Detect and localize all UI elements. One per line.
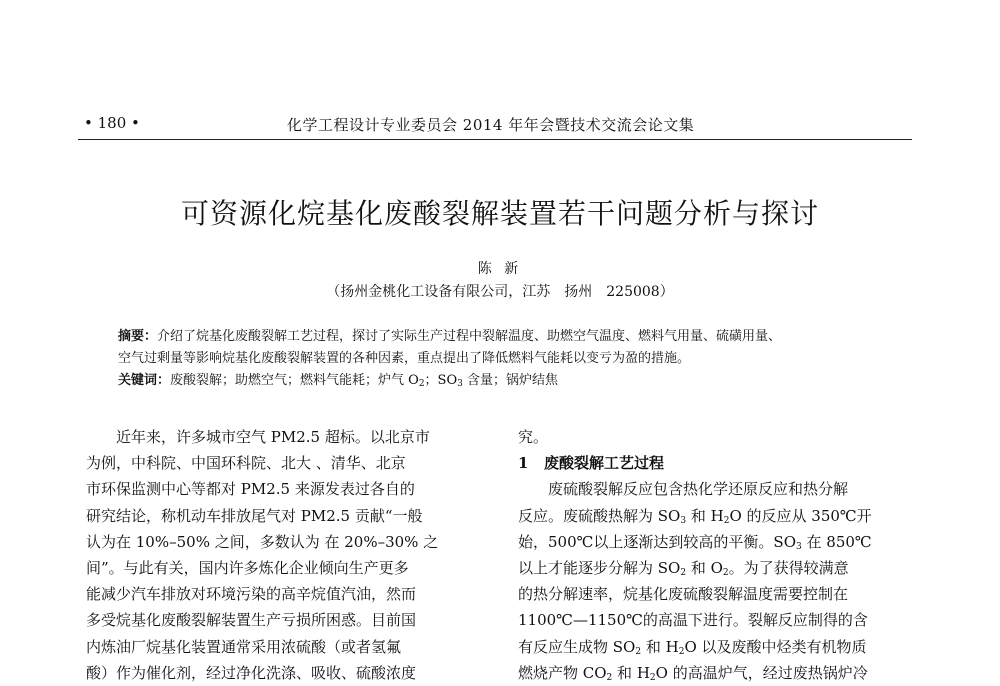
sub-2: 2	[722, 568, 729, 579]
right-line-5	[518, 529, 914, 555]
sub-3: 3	[680, 515, 687, 526]
header-rule	[78, 139, 912, 140]
sub-2: 2	[649, 672, 656, 683]
left-line-7: 能减少汽车排放对环境污染的高辛烷值汽油，然而	[86, 585, 417, 604]
left-line-9: 内炼油厂烷基化装置通常采用浓硫酸（或者氢氟	[86, 637, 402, 656]
keywords-text-3: 含量；锅炉结焦	[462, 373, 558, 388]
left-line-6: 间”。与此有关，国内许多炼化企业倾向生产更多	[86, 559, 409, 578]
left-line-10: 酸）作为催化剂，经过净化洗涤、吸收、硫酸浓度	[86, 663, 417, 682]
sub-2: 2	[606, 672, 613, 683]
sub-2: 2	[680, 568, 687, 579]
body-right-column	[518, 424, 914, 686]
right-line-4-c: O 的反应从 350℃开	[729, 506, 872, 525]
left-line-4: 研究结论，称机动车排放尾气对 PM2.5 贡献“一般	[86, 506, 423, 525]
left-line-5: 认为在 10%–50% 之间，多数认为 在 20%–30% 之	[86, 532, 439, 551]
right-line-10-b: 和 H	[612, 663, 650, 682]
right-line-10	[518, 660, 914, 686]
right-line-3: 废硫酸裂解反应包含热化学还原反应和热分解	[548, 480, 849, 499]
article-author: 陈 新	[477, 261, 523, 277]
body-left-column	[86, 424, 482, 686]
right-line-10-c: O 的高温炉气，经过废热锅炉冷	[655, 663, 868, 682]
keywords-line	[118, 370, 898, 392]
keywords-label: 关键词：	[118, 373, 171, 388]
right-line-6-b: 和 O	[686, 559, 723, 578]
right-line-6-c: 。为了获得较满意	[728, 559, 849, 578]
right-line-9-b: 和 H	[641, 637, 679, 656]
abstract-text-1: 介绍了烷基化废酸裂解工艺过程，探讨了实际生产过程中裂解温度、助燃空气温度、燃料气用量、硫磺用量、	[157, 329, 782, 344]
sub-3: 3	[796, 541, 802, 552]
right-line-7: 的热分解速率，烷基化废硫酸裂解温度需要控制在	[518, 585, 849, 604]
right-line-9-a: 有反应生成物 SO	[518, 637, 636, 656]
right-line-9	[518, 634, 914, 660]
left-line-8: 多受烷基化废酸裂解装置生产亏损所困惑。目前国	[86, 611, 417, 630]
right-line-9-c: O 以及废酸中烃类有机物质	[684, 637, 867, 656]
keywords-sub-2: 2	[418, 379, 425, 389]
sub-2: 2	[678, 646, 685, 657]
abstract-label: 摘要：	[118, 329, 158, 344]
abstract-line-2: 空气过剩量等影响烷基化废酸裂解装置的各种因素，重点提出了降低燃料气能耗以变亏为盈的措施。	[118, 351, 691, 366]
sub-2: 2	[635, 646, 642, 657]
right-line-4-a: 反应。废硫酸热解为 SO	[518, 506, 681, 525]
right-line-10-a: 燃烧产物 CO	[518, 663, 607, 682]
article-title: 可资源化烷基化废酸裂解装置若干问题分析与探讨	[180, 197, 819, 230]
abstract-block	[118, 326, 898, 392]
article-affiliation: （扬州金桃化工设备有限公司，江苏 扬州 225008）	[326, 284, 674, 300]
keywords-sub-3: 3	[457, 379, 463, 389]
right-line-1: 究。	[518, 428, 549, 446]
sub-2: 2	[723, 515, 730, 526]
right-line-6	[518, 555, 914, 581]
page-header	[78, 112, 912, 138]
left-line-3: 市环保监测中心等都对 PM2.5 来源发表过各自的	[86, 480, 415, 499]
abstract-line-1	[118, 326, 898, 348]
right-line-4	[518, 503, 914, 529]
left-line-1: 近年来，许多城市空气 PM2.5 超标。以北京市	[116, 428, 430, 446]
right-line-5-b: 在 850℃	[801, 532, 872, 551]
section-heading	[518, 450, 914, 476]
section-number: 1	[518, 454, 529, 473]
page-number: • 180 •	[84, 114, 140, 132]
right-line-6-a: 以上才能逐步分解为 SO	[518, 559, 681, 578]
right-line-5-a: 始，500℃以上逐渐达到较高的平衡。SO	[518, 532, 796, 551]
running-title: 化学工程设计专业委员会 2014 年年会暨技术交流会论文集	[287, 116, 695, 134]
right-line-8: 1100℃—1150℃的高温下进行。裂解反应制得的含	[518, 611, 868, 630]
keywords-text-2: ；SO	[424, 373, 458, 388]
left-line-2: 为例，中科院、中国环科院、北大 、清华、北京	[86, 454, 406, 473]
right-line-4-b: 和 H	[686, 506, 724, 525]
section-title: 废酸裂解工艺过程	[544, 454, 665, 473]
keywords-text-1: 废酸裂解；助燃空气；燃料气能耗；炉气 O	[170, 373, 419, 388]
